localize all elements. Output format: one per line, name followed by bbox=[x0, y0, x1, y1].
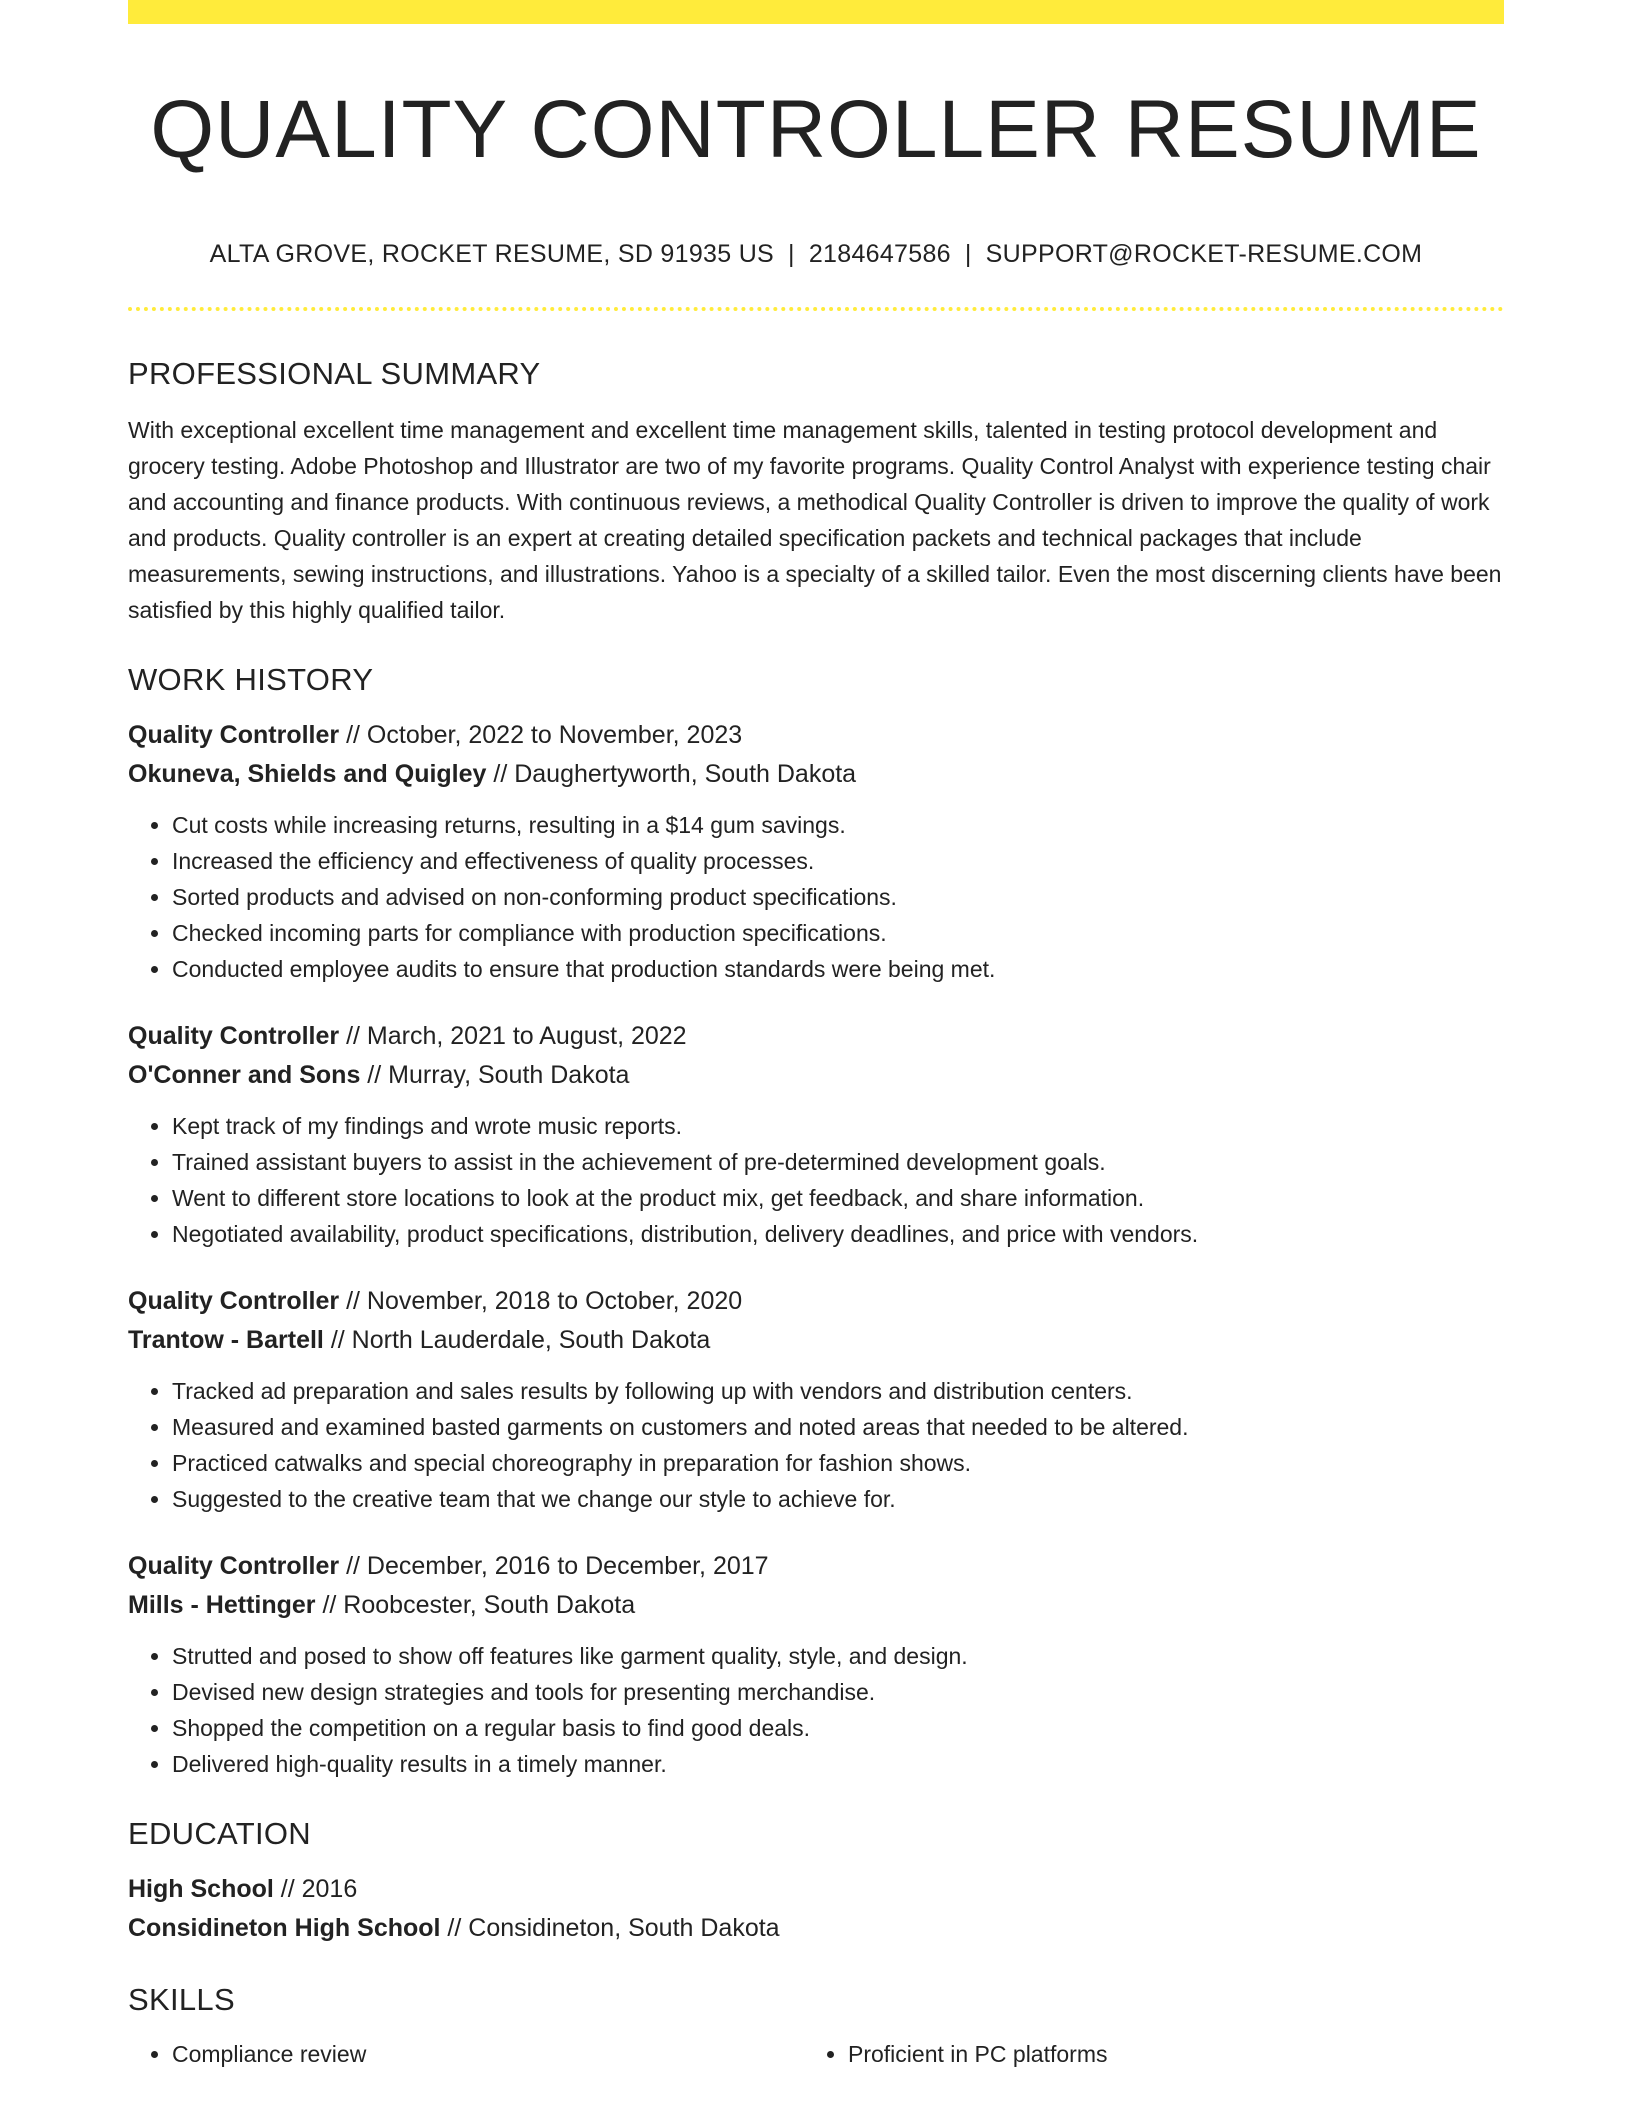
job-entry bbox=[128, 1547, 1504, 1782]
list-item: • Practiced catwalks and special choreography in preparation for fashion shows. bbox=[172, 1445, 1504, 1481]
skills-columns bbox=[128, 2036, 1504, 2072]
education-location: // Considineton, South Dakota bbox=[440, 1914, 780, 1942]
job-title-line bbox=[128, 1282, 1504, 1321]
job-company: Okuneva, Shields and Quigley bbox=[128, 760, 487, 788]
job-company-line bbox=[128, 1321, 1504, 1360]
contact-address: ALTA GROVE, ROCKET RESUME, SD 91935 US bbox=[209, 240, 775, 268]
list-item: • Kept track of my findings and wrote music reports. bbox=[172, 1108, 1504, 1144]
list-item: • Negotiated availability, product specifications, distribution, delivery deadlines, and price with vendors. bbox=[172, 1216, 1504, 1252]
list-item: • Shopped the competition on a regular basis to find good deals. bbox=[172, 1710, 1504, 1746]
education-degree: High School bbox=[128, 1875, 274, 1903]
contact-separator: | bbox=[964, 240, 972, 268]
job-dates: // November, 2018 to October, 2020 bbox=[339, 1287, 743, 1315]
list-item: • Tracked ad preparation and sales results by following up with vendors and distribution centers. bbox=[172, 1373, 1504, 1409]
education-year: // 2016 bbox=[273, 1875, 358, 1903]
education-section bbox=[128, 1812, 1504, 1948]
education-school-line bbox=[128, 1909, 1504, 1948]
job-title: Quality Controller bbox=[128, 1287, 340, 1315]
job-entry bbox=[128, 1282, 1504, 1517]
section-heading-education: EDUCATION bbox=[128, 1816, 311, 1851]
resume-body bbox=[128, 352, 1504, 2072]
job-title-line bbox=[128, 716, 1504, 755]
job-company: O'Conner and Sons bbox=[128, 1061, 361, 1089]
section-heading-skills: SKILLS bbox=[128, 1982, 235, 2017]
resume-title: QUALITY CONTROLLER RESUME bbox=[150, 84, 1482, 175]
job-title: Quality Controller bbox=[128, 1022, 340, 1050]
job-location: // Daughertyworth, South Dakota bbox=[486, 760, 857, 788]
work-history-section bbox=[128, 658, 1504, 1782]
accent-bar bbox=[128, 0, 1504, 24]
contact-separator: | bbox=[788, 240, 795, 268]
list-item: • Increased the efficiency and effectiveness of quality processes. bbox=[172, 843, 1504, 879]
section-heading-work-history: WORK HISTORY bbox=[128, 662, 374, 697]
list-item: • Strutted and posed to show off features like garment quality, style, and design. bbox=[172, 1638, 1504, 1674]
job-bullets bbox=[128, 1373, 1504, 1517]
job-location: // Roobcester, South Dakota bbox=[315, 1591, 636, 1619]
skills-column-left bbox=[128, 2036, 804, 2072]
list-item: • Went to different store locations to look at the product mix, get feedback, and share information. bbox=[172, 1180, 1504, 1216]
list-item: • Sorted products and advised on non-conforming product specifications. bbox=[172, 879, 1504, 915]
job-bullets bbox=[128, 807, 1504, 987]
job-title-line bbox=[128, 1547, 1504, 1586]
contact-line bbox=[128, 236, 1504, 272]
list-item: • Delivered high-quality results in a timely manner. bbox=[172, 1746, 1504, 1782]
job-company: Mills - Hettinger bbox=[128, 1591, 316, 1619]
job-location: // Murray, South Dakota bbox=[360, 1061, 630, 1089]
job-bullets bbox=[128, 1638, 1504, 1782]
job-company-line bbox=[128, 1056, 1504, 1095]
list-item: • Cut costs while increasing returns, resulting in a $14 gum savings. bbox=[172, 807, 1504, 843]
job-company: Trantow - Bartell bbox=[128, 1326, 324, 1354]
summary-section bbox=[128, 352, 1504, 628]
job-dates: // March, 2021 to August, 2022 bbox=[339, 1022, 687, 1050]
skill-item: • Compliance review bbox=[172, 2036, 804, 2072]
job-dates: // December, 2016 to December, 2017 bbox=[339, 1552, 769, 1580]
job-location: // North Lauderdale, South Dakota bbox=[323, 1326, 711, 1354]
list-item: • Trained assistant buyers to assist in the achievement of pre-determined development goals. bbox=[172, 1144, 1504, 1180]
job-company-line bbox=[128, 1586, 1504, 1625]
section-heading-summary: PROFESSIONAL SUMMARY bbox=[128, 356, 541, 391]
job-dates: // October, 2022 to November, 2023 bbox=[339, 721, 743, 749]
contact-email: SUPPORT@ROCKET-RESUME.COM bbox=[985, 240, 1423, 268]
list-item: • Conducted employee audits to ensure that production standards were being met. bbox=[172, 951, 1504, 987]
job-title: Quality Controller bbox=[128, 1552, 340, 1580]
contact-phone: 2184647586 bbox=[808, 240, 951, 268]
list-item: • Devised new design strategies and tools for presenting merchandise. bbox=[172, 1674, 1504, 1710]
job-entry bbox=[128, 1017, 1504, 1252]
job-title-line bbox=[128, 1017, 1504, 1056]
skills-column-right bbox=[804, 2036, 1480, 2072]
list-item: • Measured and examined basted garments on customers and noted areas that needed to be altered. bbox=[172, 1409, 1504, 1445]
job-company-line bbox=[128, 755, 1504, 794]
summary-text: With exceptional excellent time management and excellent time management skills, talented in testing protocol development and grocery testing. Adobe Photoshop and Illustrator are two of my favorite programs. Quality Control Analyst with experience testing chair and accounting and finance products. With continuous reviews, a methodical Quality Controller is driven to improve the quality of work and products. Quality controller is an expert at creating detailed specification packets and technical packages that include measurements, sewing instructions, and illustrations. Yahoo is a specialty of a skilled tailor. Even the most discerning clients have been satisfied by this highly qualified tailor. bbox=[128, 417, 1502, 623]
skill-item: • Proficient in PC platforms bbox=[848, 2036, 1480, 2072]
education-school: Considineton High School bbox=[128, 1914, 441, 1942]
job-bullets bbox=[128, 1108, 1504, 1252]
dotted-divider bbox=[128, 307, 1504, 311]
job-entry bbox=[128, 716, 1504, 987]
list-item: • Checked incoming parts for compliance with production specifications. bbox=[172, 915, 1504, 951]
skills-section bbox=[128, 1978, 1504, 2072]
list-item: • Suggested to the creative team that we change our style to achieve for. bbox=[172, 1481, 1504, 1517]
job-title: Quality Controller bbox=[128, 721, 340, 749]
education-degree-line bbox=[128, 1870, 1504, 1909]
